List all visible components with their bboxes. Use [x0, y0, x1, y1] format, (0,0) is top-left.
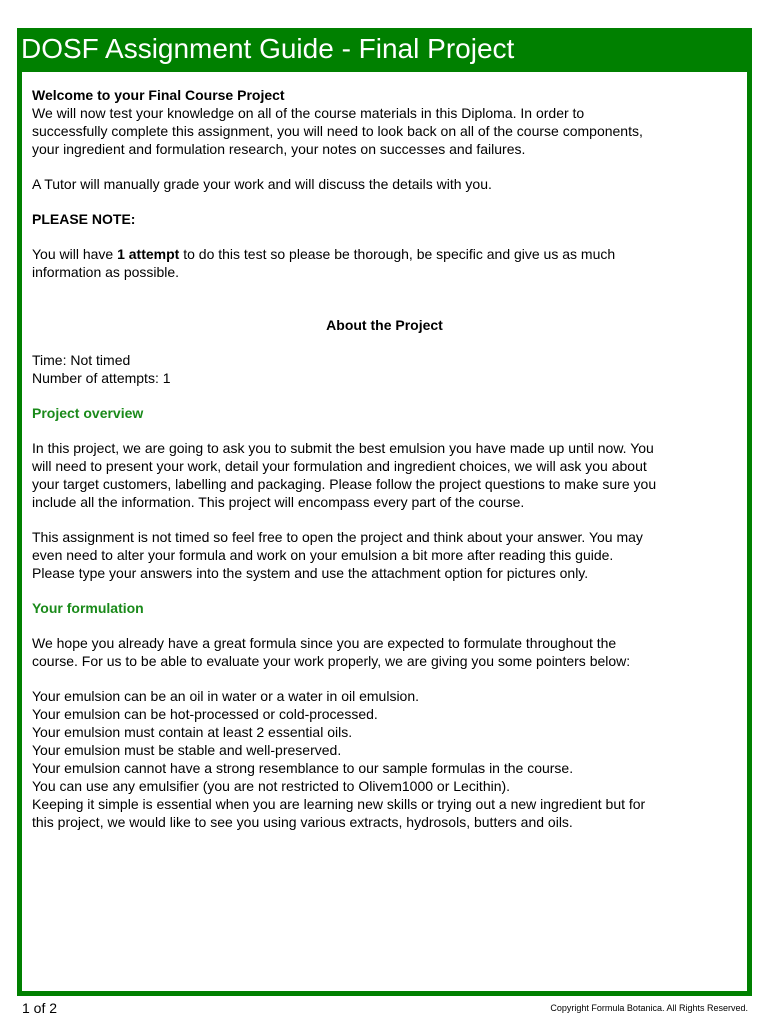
list-item: Your emulsion must contain at least 2 essential oils.	[32, 724, 353, 740]
attempt-count: 1 attempt	[117, 246, 180, 262]
formulation-list	[32, 687, 737, 831]
list-item: You can use any emulsifier (you are not restricted to Olivem1000 or Lecithin).	[32, 778, 511, 794]
list-item: Your emulsion cannot have a strong resemblance to our sample formulas in the course.	[32, 760, 574, 776]
overview-line: your target customers, labelling and packaging. Please follow the project questions to make sure you	[32, 476, 657, 492]
overview-line: even need to alter your formula and work on your emulsion a bit more after reading this guide.	[32, 547, 614, 563]
overview-paragraph-1	[32, 439, 737, 511]
list-item: Keeping it simple is essential when you are learning new skills or trying out a new ingredient but for	[32, 796, 646, 812]
copyright-text: Copyright Formula Botanica. All Rights Reserved.	[550, 1003, 748, 1013]
overview-line: will need to present your work, detail your formulation and ingredient choices, we will ask you about	[32, 458, 647, 474]
list-item: Your emulsion can be an oil in water or a water in oil emulsion.	[32, 688, 420, 704]
about-heading: About the Project	[326, 317, 443, 333]
intro-line: your ingredient and formulation research, your notes on successes and failures.	[32, 141, 526, 157]
page-number: 1 of 2	[22, 1000, 58, 1016]
overview-line: In this project, we are going to ask you to submit the best emulsion you have made up until now. You	[32, 440, 654, 456]
list-item: this project, we would like to see you using various extracts, hydrosols, butters and oils.	[32, 814, 573, 830]
overview-line: include all the information. This project will encompass every part of the course.	[32, 494, 525, 510]
page-frame	[17, 28, 752, 996]
list-item: Your emulsion must be stable and well-preserved.	[32, 742, 342, 758]
note-post: to do this test so please be thorough, be specific and give us as much	[179, 246, 616, 262]
note-text-2: information as possible.	[32, 264, 180, 280]
formulation-heading: Your formulation	[32, 600, 144, 616]
note-heading: PLEASE NOTE:	[32, 211, 136, 227]
intro-line: successfully complete this assignment, you will need to look back on all of the course components,	[32, 123, 643, 139]
intro-heading: Welcome to your Final Course Project	[32, 87, 285, 103]
note-text	[32, 245, 737, 263]
overview-heading: Project overview	[32, 405, 144, 421]
formulation-paragraph	[32, 634, 737, 670]
page-title: DOSF Assignment Guide - Final Project	[21, 33, 515, 64]
overview-line: Please type your answers into the system and use the attachment option for pictures only.	[32, 565, 589, 581]
formulation-line: We hope you already have a great formula since you are expected to formulate throughout the	[32, 635, 617, 651]
overview-paragraph-2	[32, 528, 737, 582]
list-item: Your emulsion can be hot-processed or cold-processed.	[32, 706, 378, 722]
overview-line: This assignment is not timed so feel free to open the project and think about your answer. You may	[32, 529, 643, 545]
attempts-text: Number of attempts: 1	[32, 370, 171, 386]
time-text: Time: Not timed	[32, 352, 131, 368]
tutor-text: A Tutor will manually grade your work and will discuss the details with you.	[32, 176, 492, 192]
content-panel	[22, 72, 747, 991]
note-pre: You will have	[32, 246, 118, 262]
intro-line: We will now test your knowledge on all of the course materials in this Diploma. In order to	[32, 105, 585, 121]
formulation-line: course. For us to be able to evaluate your work properly, we are giving you some pointers below:	[32, 653, 631, 669]
